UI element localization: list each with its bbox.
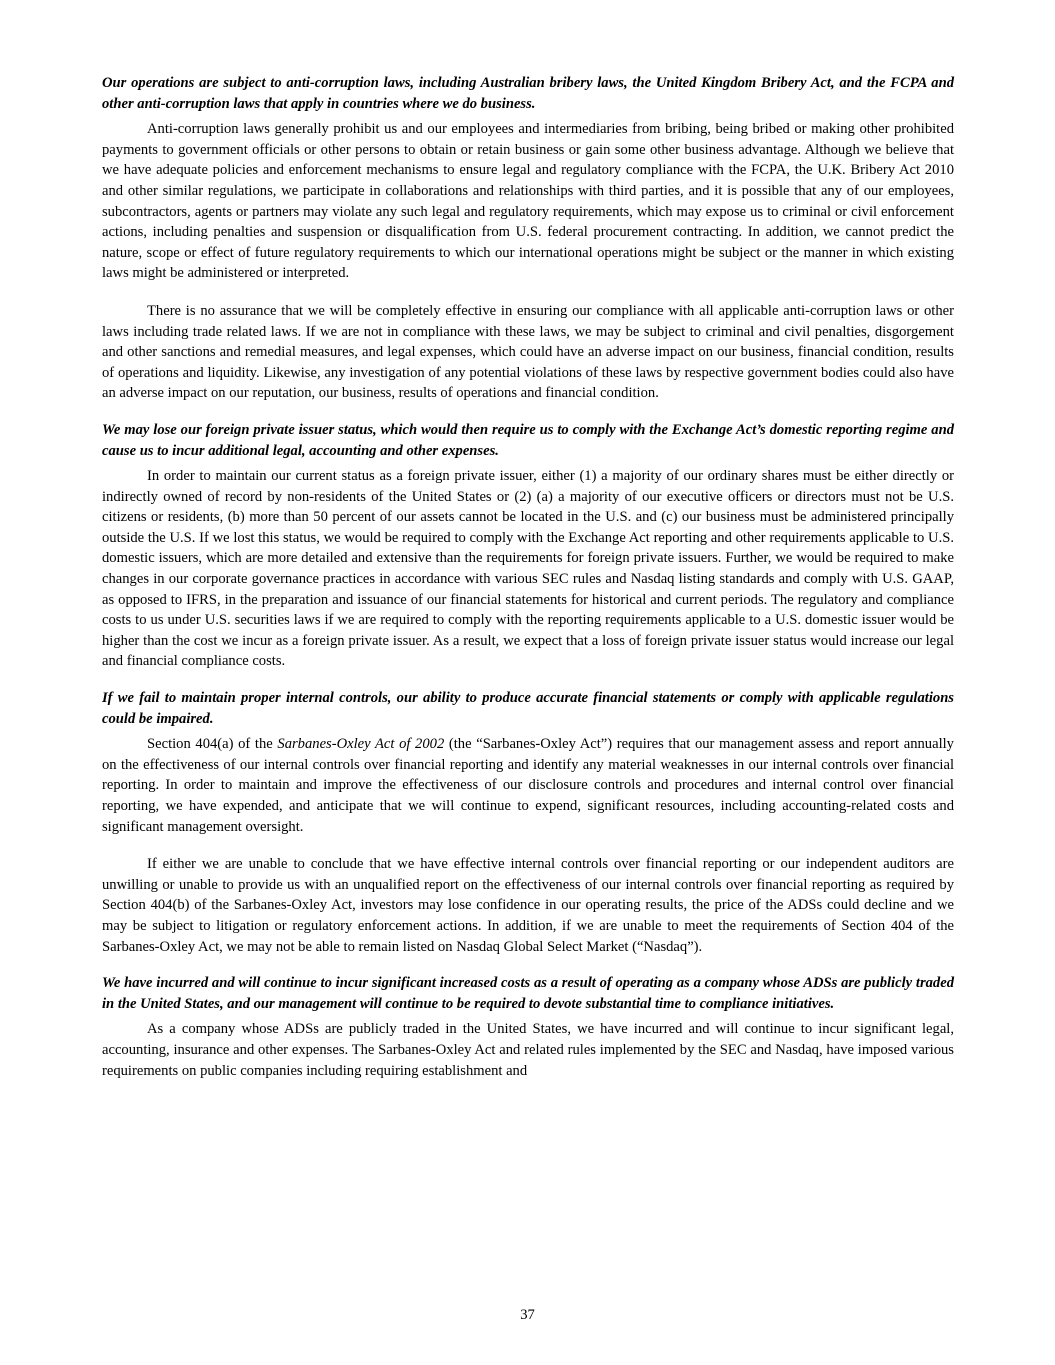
section-heading-internal-controls: If we fail to maintain proper internal controls, our ability to produce accurate financial statements or comply with applicable regulations could be impaired.: [102, 690, 954, 727]
paragraph-compliance-assurance: There is no assurance that we will be completely effective in ensuring our compliance with all applicable anti-corruption laws or other laws including trade related laws. If we are not in compliance with these laws, we may be subject to criminal and civil penalties, disgorgement and other sanctions and remedial measures, and legal expenses, which could have an adverse impact on our business, financial condition, results of operations and liquidity. Likewise, any investigation of any potential violations of these laws by respective government bodies could also have an adverse impact on our reputation, our business, results of operations and financial condition.: [102, 302, 954, 402]
section-gap: [102, 672, 954, 688]
paragraph-section-404a-lead: Section 404(a) of the: [147, 736, 278, 753]
page-number: 37: [520, 1307, 535, 1323]
document-page: [102, 73, 954, 1081]
paragraph-gap: [102, 284, 954, 301]
paragraph-anti-corruption-laws: Anti-corruption laws generally prohibit us and our employees and intermediaries from bribing, being bribed or making other prohibited payments to government officials or other persons to obtain or retain business or gain some other business advantage. Although we believe that we have adequate policies and enforcement mechanisms to ensure legal and regulatory compliance with the FCPA, the U.K. Bribery Act 2010 and other similar regulations, we participate in collaborations and relationships with third parties, and it is possible that any of our employees, subcontractors, agents or partners may violate any such legal and regulatory requirements, which may expose us to criminal or civil enforcement actions, including penalties and suspension or disqualification from U.S. federal procurement contracting. In addition, we cannot predict the nature, scope or effect of future regulatory requirements to which our international operations might be subject or the manner in which existing laws might be administered or interpreted.: [102, 121, 954, 282]
section-gap: [102, 957, 954, 973]
section-heading-public-company-costs: We have incurred and will continue to incur significant increased costs as a result of operating as a company whose ADSs are publicly traded in the United States, and our management will continue to be required to devote substantial time to compliance initiatives.: [102, 975, 954, 1012]
paragraph-section-404a: [102, 734, 954, 837]
act-title-italic: Sarbanes-Oxley Act of 2002: [277, 736, 445, 753]
section-gap: [102, 404, 954, 420]
paragraph-public-company-costs: As a company whose ADSs are publicly traded in the United States, we have incurred and will continue to incur significant legal, accounting, insurance and other expenses. The Sarbanes-Oxley Act and related rules implemented by the SEC and Nasdaq, have imposed various requirements on public companies including requiring establishment and: [102, 1021, 954, 1079]
paragraph-section-404b: If either we are unable to conclude that we have effective internal controls over financial reporting or our independent auditors are unwilling or unable to provide us with an unqualified report on the effectiveness of our internal controls over financial reporting as required by Section 404(b) of the Sarbanes-Oxley Act, investors may lose confidence in our operating results, the price of the ADSs could decline and we may be subject to litigation or regulatory enforcement actions. In addition, if we are unable to meet the requirements of Section 404 of the Sarbanes-Oxley Act, we may not be able to remain listed on Nasdaq Global Select Market (“Nasdaq”).: [102, 856, 954, 955]
section-heading-foreign-private-issuer: We may lose our foreign private issuer status, which would then require us to comply with the Exchange Act’s domestic reporting regime and cause us to incur additional legal, accounting and other expenses.: [102, 421, 954, 459]
section-heading-anti-corruption: Our operations are subject to anti-corruption laws, including Australian bribery laws, the United Kingdom Bribery Act, and the FCPA and other anti-corruption laws that apply in countries where we do business.: [102, 75, 954, 112]
paragraph-foreign-private-issuer: In order to maintain our current status as a foreign private issuer, either (1) a majority of our ordinary shares must be either directly or indirectly owned of record by non-residents of the United States or (2) (a) a majority of our executive officers or directors must not be U.S. citizens or residents, (b) more than 50 percent of our assets cannot be located in the U.S. and (c) our business must be administered principally outside the U.S. If we lost this status, we would be required to comply with the Exchange Act reporting and other requirements applicable to U.S. domestic issuers, which are more detailed and extensive than the requirements for foreign private issuers. Further, we would be required to make changes in our corporate governance practices in accordance with various SEC rules and Nasdaq listing standards and comply with U.S. GAAP, as opposed to IFRS, in the preparation and issuance of our financial statements for historical and current periods. The regulatory and compliance costs to us under U.S. securities laws if we are required to comply with the reporting requirements applicable to a U.S. domestic issuer would be higher than the cost we incur as a foreign private issuer. As a result, we expect that a loss of foreign private issuer status would increase our legal and financial compliance costs.: [102, 468, 954, 670]
paragraph-gap: [102, 837, 954, 854]
paragraph-section-404a-rest: (the “Sarbanes-Oxley Act”) requires that our management assess and report annually on the effectiveness of our internal controls over financial reporting and identify any material weaknesses in our internal controls over financial reporting. In order to maintain and improve the effectiveness of our disclosure controls and procedures and internal control over financial reporting, we have expended, and anticipate that we will continue to expend, significant resources, including accounting-related costs and significant management oversight.: [102, 736, 954, 835]
